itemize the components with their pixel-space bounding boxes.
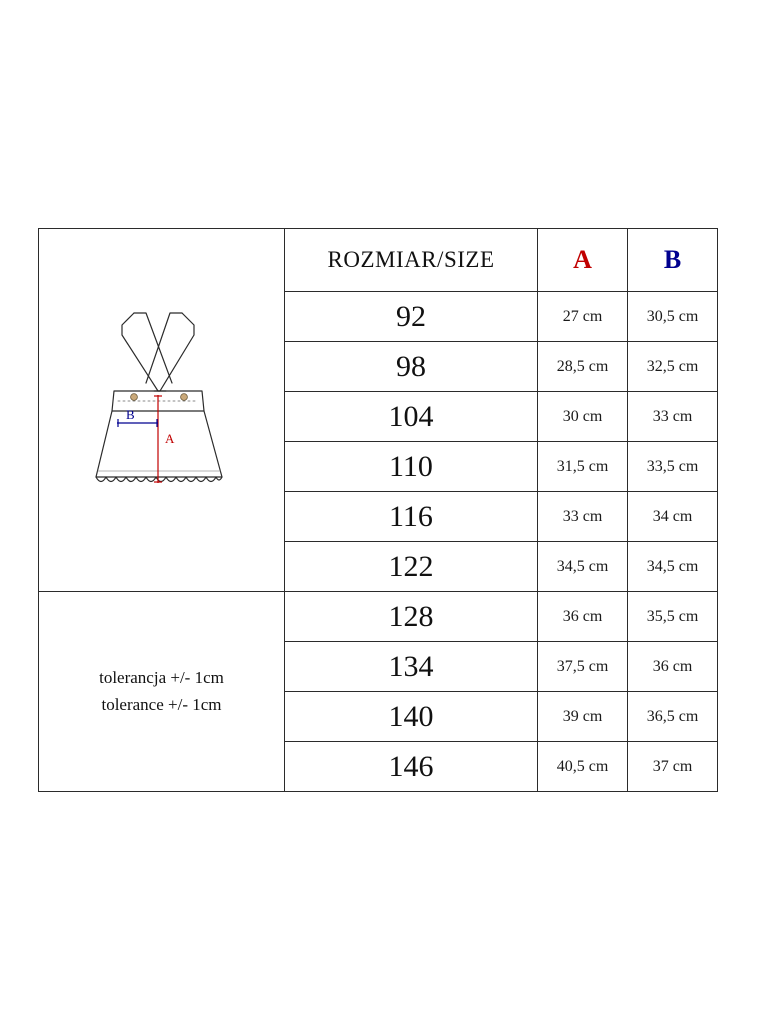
measure-b: 32,5 cm bbox=[628, 342, 718, 392]
measure-a: 31,5 cm bbox=[538, 442, 628, 492]
illustration-label-b: B bbox=[125, 407, 135, 422]
size-value: 122 bbox=[285, 542, 538, 592]
measure-a: 33 cm bbox=[538, 492, 628, 542]
illustration-label-a: A bbox=[164, 431, 174, 446]
garment-illustration bbox=[39, 295, 284, 525]
size-value: 116 bbox=[285, 492, 538, 542]
measure-a: 27 cm bbox=[538, 292, 628, 342]
measure-b: 34 cm bbox=[628, 492, 718, 542]
size-value: 110 bbox=[285, 442, 538, 492]
measure-b: 35,5 cm bbox=[628, 592, 718, 642]
measure-b: 36 cm bbox=[628, 642, 718, 692]
tolerance-line-pl: tolerancja +/- 1cm bbox=[99, 668, 224, 688]
size-value: 134 bbox=[285, 642, 538, 692]
measure-b: 33 cm bbox=[628, 392, 718, 442]
tolerance-note bbox=[39, 592, 285, 792]
size-value: 92 bbox=[285, 292, 538, 342]
size-value: 140 bbox=[285, 692, 538, 742]
table-row bbox=[39, 592, 718, 642]
size-value: 98 bbox=[285, 342, 538, 392]
measure-a: 40,5 cm bbox=[538, 742, 628, 792]
skirt-diagram-svg bbox=[62, 295, 262, 525]
measure-b: 30,5 cm bbox=[628, 292, 718, 342]
measure-a: 34,5 cm bbox=[538, 542, 628, 592]
measure-a: 39 cm bbox=[538, 692, 628, 742]
size-value: 128 bbox=[285, 592, 538, 642]
measure-a: 37,5 cm bbox=[538, 642, 628, 692]
size-value: 146 bbox=[285, 742, 538, 792]
header-size: ROZMIAR/SIZE bbox=[285, 229, 538, 292]
table-header-row bbox=[39, 229, 718, 292]
header-a: A bbox=[538, 229, 628, 292]
tolerance-line-en: tolerance +/- 1cm bbox=[101, 694, 222, 714]
measure-b: 34,5 cm bbox=[628, 542, 718, 592]
header-b: B bbox=[628, 229, 718, 292]
garment-illustration-cell bbox=[39, 229, 285, 592]
measure-b: 33,5 cm bbox=[628, 442, 718, 492]
measure-a: 30 cm bbox=[538, 392, 628, 442]
measure-b: 37 cm bbox=[628, 742, 718, 792]
measure-a: 36 cm bbox=[538, 592, 628, 642]
size-chart-table bbox=[38, 228, 718, 792]
measure-b: 36,5 cm bbox=[628, 692, 718, 742]
measure-a: 28,5 cm bbox=[538, 342, 628, 392]
size-value: 104 bbox=[285, 392, 538, 442]
